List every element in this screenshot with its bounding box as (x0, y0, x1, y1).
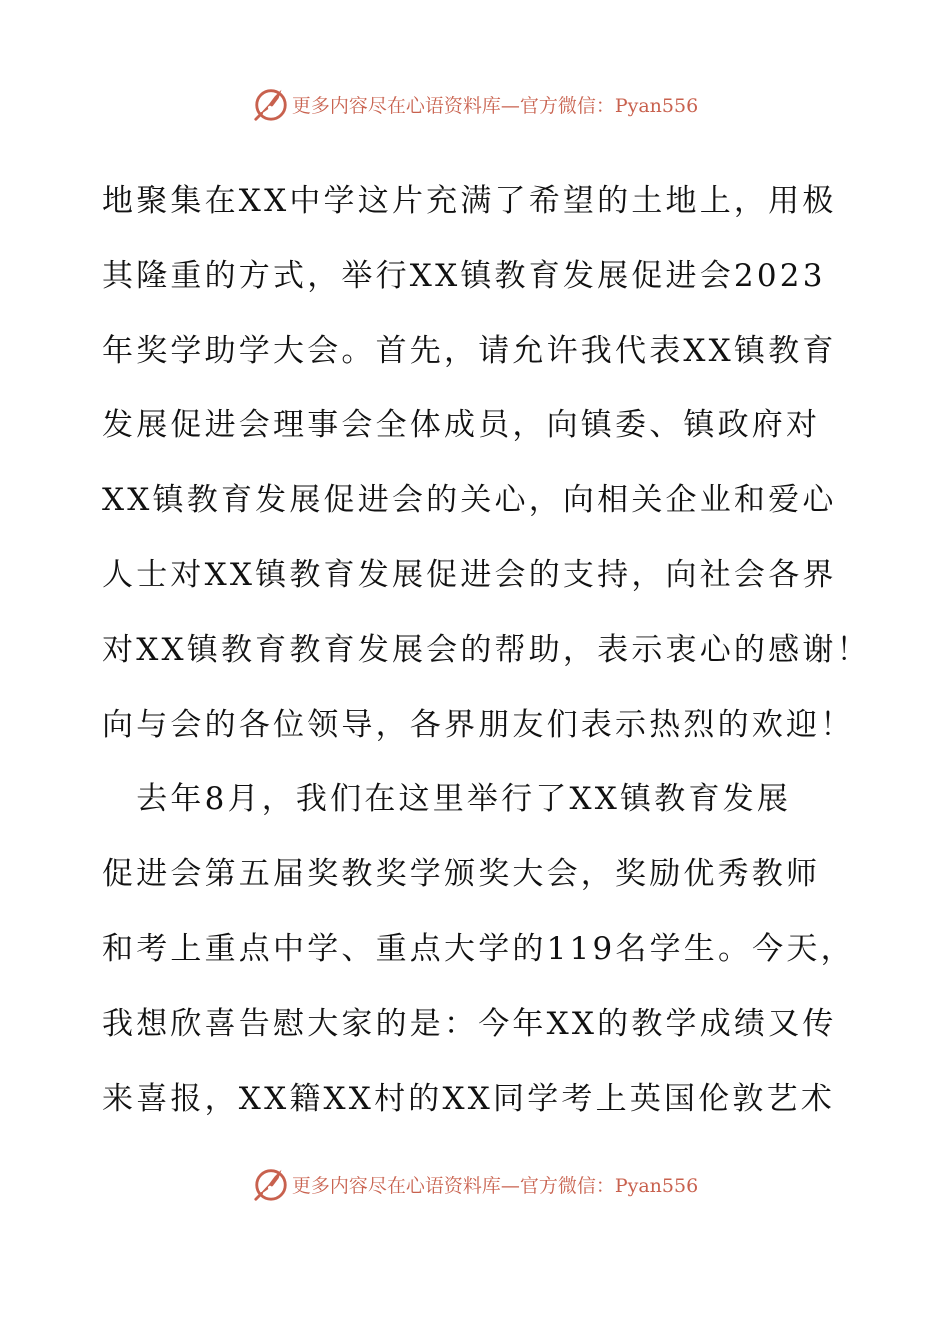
text-line: 我想欣喜告慰大家的是：今年XX的教学成绩又传 (102, 1005, 837, 1042)
text-line: 地聚集在XX中学这片充满了希望的土地上，用极 (102, 183, 837, 219)
text-line: 其隆重的方式，举行XX镇教育发展促进会2023 (102, 257, 826, 294)
text-line: 发展促进会理事会全体成员，向镇委、镇政府对 (102, 407, 821, 444)
watermark-text: 更多内容尽在心语资料库—官方微信：Pyan556 (291, 1174, 699, 1197)
header-watermark-banner (0, 82, 950, 126)
text-line: 向与会的各位领导，各界朋友们表示热烈的欢迎！ (102, 706, 855, 743)
pen-nib-logo-icon (252, 1165, 290, 1203)
pen-nib-logo-icon (252, 85, 290, 123)
text-line: 来喜报，XX籍XX村的XX同学考上英国伦敦艺术 (102, 1080, 836, 1117)
text-line: 促进会第五届奖教奖学颁奖大会，奖励优秀教师 (102, 856, 821, 893)
watermark-text: 更多内容尽在心语资料库—官方微信：Pyan556 (291, 94, 699, 117)
footer-watermark-banner (0, 1162, 950, 1206)
text-line: 年奖学助学大会。首先，请允许我代表XX镇教育 (102, 332, 837, 369)
text-line: 对XX镇教育教育发展会的帮助，表示衷心的感谢！ (102, 631, 871, 668)
text-line: 去年8月，我们在这里举行了XX镇教育发展 (102, 781, 792, 818)
text-line: 和考上重点中学、重点大学的119名学生。今天， (102, 930, 855, 967)
document-body (102, 164, 871, 1136)
text-line: 人士对XX镇教育发展促进会的支持，向社会各界 (102, 556, 837, 593)
text-line: XX镇教育发展促进会的关心，向相关企业和爱心 (102, 482, 837, 519)
